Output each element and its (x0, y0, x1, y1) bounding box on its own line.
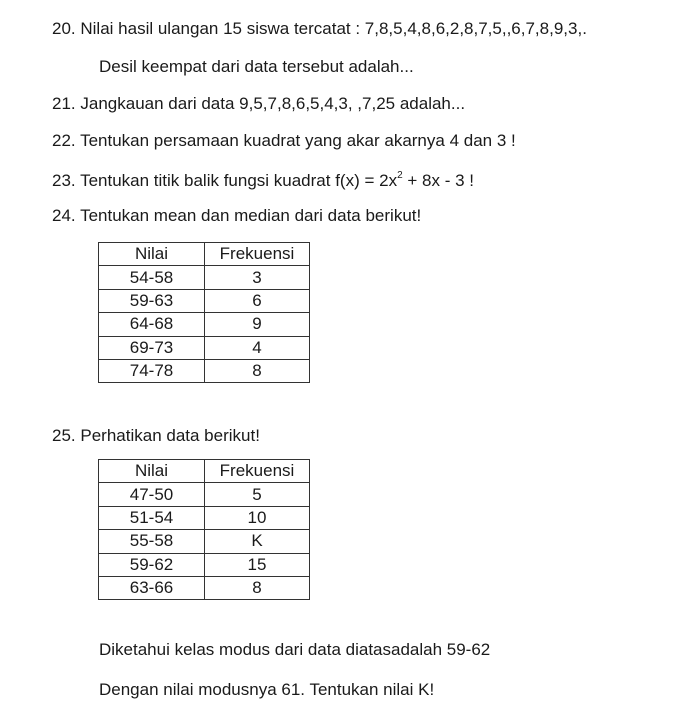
question-text: Nilai hasil ulangan 15 siswa tercatat : 7,8,5,4,8,6,2,8,7,5,,6,7,8,9,3,. (80, 19, 587, 38)
question-number: 20. (52, 19, 76, 38)
table-cell: 5 (205, 483, 310, 506)
question-number: 25. (52, 426, 76, 445)
question-number: 23. (52, 171, 76, 190)
question-25-task: Dengan nilai modusnya 61. Tentukan nilai K! (99, 680, 435, 699)
table-cell: 47-50 (99, 483, 205, 506)
table-cell: 15 (205, 553, 310, 576)
question-20-continuation: Desil keempat dari data tersebut adalah... (99, 57, 414, 76)
question-text: Tentukan titik balik fungsi kuadrat f(x) = 2x (80, 171, 398, 190)
question-text: Tentukan mean dan median dari data berikut! (80, 206, 422, 225)
header-cell: Frekuensi (205, 460, 310, 483)
table-cell: 64-68 (99, 313, 205, 336)
table-cell: K (205, 530, 310, 553)
table-cell: 51-54 (99, 506, 205, 529)
table-cell: 3 (205, 266, 310, 289)
exponent: 2 (397, 170, 403, 181)
question-22 (52, 131, 516, 151)
table-row (99, 266, 310, 289)
question-text: Tentukan persamaan kuadrat yang akar akarnya 4 dan 3 ! (80, 131, 516, 150)
table-row (99, 506, 310, 529)
table-row (99, 576, 310, 599)
header-cell: Nilai (99, 243, 205, 266)
header-cell: Frekuensi (205, 243, 310, 266)
table-header-row (99, 243, 310, 266)
question-text-end: + 8x - 3 ! (402, 171, 474, 190)
table-cell: 55-58 (99, 530, 205, 553)
question-number: 22. (52, 131, 76, 150)
question-21 (52, 94, 465, 114)
table-cell: 8 (205, 576, 310, 599)
table-cell: 6 (205, 289, 310, 312)
question-text: Jangkauan dari data 9,5,7,8,6,5,4,3, ,7,25 adalah... (80, 94, 466, 113)
table-cell: 63-66 (99, 576, 205, 599)
table-cell: 59-63 (99, 289, 205, 312)
table-cell: 4 (205, 336, 310, 359)
question-number: 21. (52, 94, 76, 113)
table-row (99, 359, 310, 382)
question-25 (52, 426, 260, 446)
table-row (99, 289, 310, 312)
frequency-table-1 (98, 242, 310, 383)
question-24 (52, 206, 421, 226)
question-23 (52, 171, 474, 191)
table-row (99, 530, 310, 553)
frequency-table-2 (98, 459, 310, 600)
table-cell: 69-73 (99, 336, 205, 359)
question-25-info: Diketahui kelas modus dari data diatasadalah 59-62 (99, 640, 491, 659)
question-number: 24. (52, 206, 76, 225)
table-cell: 9 (205, 313, 310, 336)
table-header-row (99, 460, 310, 483)
header-cell: Nilai (99, 460, 205, 483)
table-cell: 10 (205, 506, 310, 529)
table-cell: 54-58 (99, 266, 205, 289)
table-row (99, 483, 310, 506)
table-cell: 59-62 (99, 553, 205, 576)
table-cell: 74-78 (99, 359, 205, 382)
question-text: Perhatikan data berikut! (80, 426, 260, 445)
table-cell: 8 (205, 359, 310, 382)
table-row (99, 336, 310, 359)
question-20 (52, 19, 587, 39)
table-row (99, 313, 310, 336)
table-row (99, 553, 310, 576)
